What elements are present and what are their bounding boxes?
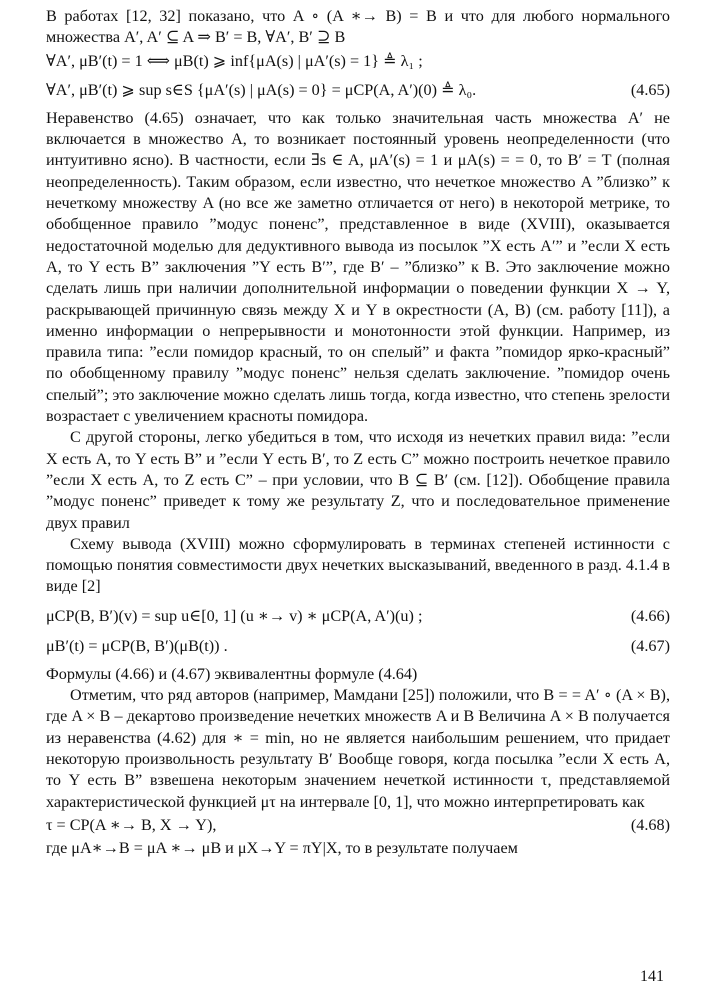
- paragraph-4: Формулы (4.66) и (4.67) эквивалентны формуле (4.64): [46, 664, 418, 683]
- paragraph-2: С другой стороны, легко убедиться в том, что исходя из нечетких правил вида: ”если X есть A, то Y есть B” и ”если Y есть B′, то Z есть C” можно построить нечеткое правило ”если X есть A, то Z есть C” – при условии, что B ⊆ B′ (см. [12]). Обобщение правила ”модус поненс” приведет к тому же результату Z, что и последовательное применение двух правил: [46, 428, 670, 532]
- paragraph-6: где μA∗→B = μA ∗→ μB и μX→Y = πY|X, то в результате получаем: [46, 839, 518, 858]
- equation-number-4-68: (4.68): [630, 815, 670, 834]
- equation-lambda0-text: ∀A′, μB′(t) ⩾ sup s∈S {μA′(s) | μA(s) = 0} = μCP(A, A′)(0) ≜ λ₀.: [46, 80, 477, 99]
- page-number: 141: [640, 968, 664, 985]
- equation-4-65: [46, 78, 670, 102]
- paragraph-5: Отметим, что ряд авторов (например, Мамдани [25]) положили, что B = = A′ ∘ (A × B), где A × B – декартово произведение нечетких множеств A и B Величина A × B получается из неравенства (4.62) для ∗ = min, но не является наибольшим решением, что придает некоторую произвольность результату B′ Вообще говоря, когда посылка ”если X есть A, то Y есть B” взвешена некоторым значением нечеткой истинности τ, представляемой характеристической функцией μτ на интервале [0, 1], что можно интерпретировать как: [46, 686, 670, 811]
- equation-4-68-text: τ = CP(A ∗→ B, X → Y),: [46, 815, 217, 834]
- equation-lambda1: [46, 51, 670, 72]
- paragraph-1: Неравенство (4.65) означает, что как только значительная часть множества A′ не включается в множество A, то возникает постоянный уровень неопределенности (что интуитивно ясно). В частности, если ∃s ∈ A, μA′(s) = 1 и μA(s) = = 0, то B′ = T (полная неопределенность). Таким образом, если известно, что нечеткое множество A ”близко” к нечеткому множеству A (но все же заметно отличается от него) в некоторой метрике, то обобщенное правило ”модус поненс”, представленное в виде (XVIII), оказывается недостаточной моделью для дедуктивного вывода из посылок ”X есть A′” и ”если X есть A, то Y есть B” заключения ”Y есть B′”, где B′ – ”близко” к B. Это заключение можно сделать лишь при наличии дополнительной информации о поведении функции X → Y, раскрывающей причинную связь между X и Y в окрестности (A, B) (см. работу [11]), а именно информации о непрерывности и монотонности этой функции. Например, из правила типа: ”если помидор красный, то он спелый” и факта ”помидор ярко-красный” по обобщенному правилу ”модус поненс” нельзя сделать заключение. ”помидор очень спелый”; это заключение можно сделать лишь тогда, когда известно, что степень зрелости возрастает с увеличением красноты помидора.: [46, 108, 670, 426]
- paragraph-intro: В работах [12, 32] показано, что A ∘ (A ∗→ B) = B и что для любого нормального множества A′, A′ ⊆ A ⇒ B′ = B, ∀A′, B′ ⊇ B: [46, 7, 670, 47]
- equation-number-4-65: (4.65): [630, 80, 670, 99]
- equation-4-66-text: μCP(B, B′)(v) = sup u∈[0, 1] (u ∗→ v) ∗ μCP(A, A′)(u) ;: [46, 606, 423, 625]
- equation-4-68: [46, 815, 670, 836]
- equation-4-67-text: μB′(t) = μCP(B, B′)(μB(t)) .: [46, 636, 228, 655]
- equation-lambda1-text: ∀A′, μB′(t) = 1 ⟺ μB(t) ⩾ inf{μA(s) | μA′(s) = 1} ≜ λ₁ ;: [46, 51, 423, 70]
- paragraph-3: Схему вывода (XVIII) можно сформулировать в терминах степеней истинности с помощью понятия совместимости двух нечетких высказываний, введенного в разд. 4.1.4 в виде [2]: [46, 534, 670, 596]
- equation-4-66: [46, 604, 670, 628]
- equation-number-4-67: (4.67): [630, 636, 670, 655]
- equation-4-67: [46, 634, 670, 658]
- page-body: [46, 6, 670, 859]
- equation-number-4-66: (4.66): [630, 606, 670, 625]
